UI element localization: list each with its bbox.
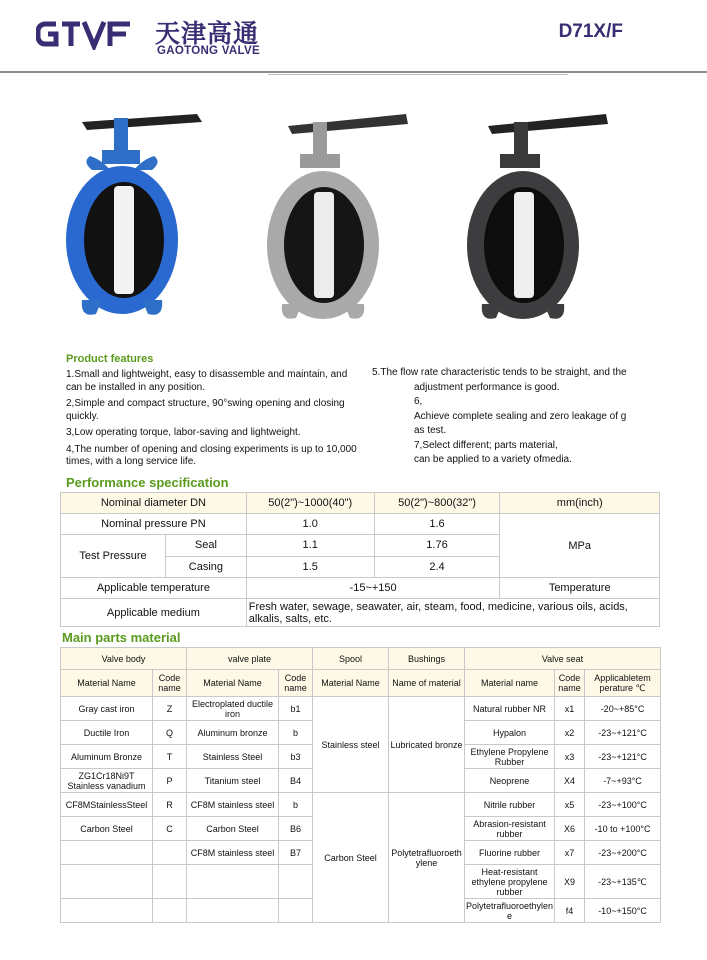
perf-seal-v1: 1.1	[246, 535, 374, 557]
perf-casing-v2: 2.4	[374, 556, 500, 578]
col-plate-material: Material Name	[187, 670, 279, 697]
table-row	[61, 670, 661, 697]
perf-casing-label: Casing	[188, 560, 224, 573]
bushing-ptfe: Polytetrafluoroeth ylene	[389, 793, 465, 923]
table-row	[61, 578, 660, 599]
body-code: Q	[153, 721, 187, 745]
seat-temp: -23~+200°C	[585, 841, 661, 865]
body-material	[61, 865, 153, 899]
feature-5: 5.The flow rate characteristic tends to be straight, and the	[372, 367, 627, 378]
perf-dn-unit: mm(inch)	[500, 493, 660, 514]
plate-material: Stainless Steel	[187, 745, 279, 769]
body-material: ZG1Cr18Ni9T Stainless vanadium	[61, 769, 153, 793]
blue-butterfly-valve-image	[62, 100, 212, 340]
perf-pn-label: Nominal pressure PN	[61, 514, 247, 535]
col-bushing-material: Name of material	[389, 670, 465, 697]
col-seat-code: Code name	[555, 670, 585, 697]
plate-material: CF8M stainless steel	[187, 793, 279, 817]
seat-material: Nitrile rubber	[465, 793, 555, 817]
seat-code: x1	[555, 697, 585, 721]
plate-code: B7	[279, 841, 313, 865]
perf-seal-v2: 1.76	[374, 535, 500, 557]
seat-code: x2	[555, 721, 585, 745]
col-body-code: Code name	[153, 670, 187, 697]
black-butterfly-valve-image	[460, 100, 610, 340]
seat-material: Hypalon	[465, 721, 555, 745]
perf-dn-col1: 50(2")~1000(40")	[246, 493, 374, 514]
body-code: R	[153, 793, 187, 817]
spool-stainless: Stainless steel	[313, 697, 389, 793]
seat-material: Neoprene	[465, 769, 555, 793]
plate-material: Electroplated ductile iron	[187, 697, 279, 721]
body-material	[61, 841, 153, 865]
seat-temp: -23~+100°C	[585, 793, 661, 817]
table-row	[61, 697, 661, 721]
seat-code: x5	[555, 793, 585, 817]
perf-pn-v2: 1.6	[374, 514, 500, 535]
col-seat-material: Material name	[465, 670, 555, 697]
group-spool: Spool	[313, 648, 389, 670]
feature-7-cont: can be applied to a variety ofmedia.	[414, 454, 572, 465]
seat-temp: -23~+121°C	[585, 721, 661, 745]
group-valve-plate: valve plate	[187, 648, 313, 670]
body-material: Aluminum Bronze	[61, 745, 153, 769]
feature-6-cont: as test.	[414, 425, 447, 436]
perf-medium-value: Fresh water, sewage, seawater, air, steam, food, medicine, various oils, acids, alkalis, salts, etc.	[246, 599, 659, 627]
feature-6-text: Achieve complete sealing and zero leakage of g	[414, 410, 627, 422]
perf-pressure-unit: MPa	[500, 514, 660, 578]
body-material	[61, 899, 153, 923]
seat-material: Polytetrafluoroethylen e	[466, 900, 554, 921]
feature-1: 1.Small and lightweight, easy to disassemble and maintain, and can be installed in any position.	[66, 369, 348, 393]
features-left	[66, 369, 366, 473]
col-seat-temp: Applicabletem perature ℃	[585, 670, 661, 697]
model-number: D71X/F	[558, 21, 623, 42]
table-row	[61, 493, 660, 514]
plate-code: b	[279, 793, 313, 817]
body-code: Z	[153, 697, 187, 721]
plate-material: Titanium steel	[187, 769, 279, 793]
product-features-title: Product features	[66, 353, 154, 365]
seat-code: X4	[555, 769, 585, 793]
perf-medium-label: Applicable medium	[61, 599, 247, 627]
plate-code: b3	[279, 745, 313, 769]
seat-material: Fluorine rubber	[465, 841, 555, 865]
gtvf-logo	[36, 18, 136, 50]
spool-carbon: Carbon Steel	[313, 793, 389, 923]
body-code: C	[153, 817, 187, 841]
perf-temp-label: Applicable temperature	[61, 578, 247, 599]
feature-7: 7,Select different; parts material,	[414, 439, 558, 451]
silver-butterfly-valve-image	[258, 100, 408, 340]
feature-3: 3,Low operating torque, labor-saving and lightweight.	[66, 427, 301, 438]
seat-temp: -10 to +100°C	[585, 817, 661, 841]
brand-english: GAOTONG VALVE	[157, 45, 260, 57]
header-subline	[268, 74, 568, 75]
col-spool-material: Material Name	[313, 670, 389, 697]
group-valve-body: Valve body	[61, 648, 187, 670]
seat-material: Natural rubber NR	[465, 697, 555, 721]
plate-code	[279, 899, 313, 923]
features-right	[372, 367, 642, 469]
plate-material	[187, 865, 279, 899]
seat-temp: -23~+121°C	[585, 745, 661, 769]
perf-test-cell	[61, 535, 247, 578]
seat-code: X9	[555, 865, 585, 899]
seat-temp: -10~+150°C	[585, 899, 661, 923]
table-row	[61, 793, 661, 817]
perf-temp-unit: Temperature	[500, 578, 660, 599]
seat-material: Ethylene Propylene Rubber	[465, 745, 555, 769]
perf-dn-label: Nominal diameter DN	[61, 493, 247, 514]
col-body-material: Material Name	[61, 670, 153, 697]
feature-2: 2,Simple and compact structure, 90°swing opening and closing quickly.	[66, 398, 345, 422]
header-divider	[0, 71, 707, 73]
plate-code: B4	[279, 769, 313, 793]
seat-code: x7	[555, 841, 585, 865]
table-row	[61, 514, 660, 535]
group-valve-seat: Valve seat	[465, 648, 661, 670]
plate-code: B6	[279, 817, 313, 841]
seat-code: f4	[555, 899, 585, 923]
performance-title: Performance specification	[66, 475, 229, 490]
body-code	[153, 865, 187, 899]
brand-chinese: 天津高通	[155, 19, 260, 48]
body-code: P	[153, 769, 187, 793]
seat-code: X6	[555, 817, 585, 841]
seat-material: Abrasion-resistant rubber	[465, 817, 555, 841]
parts-table	[60, 647, 661, 923]
body-code: T	[153, 745, 187, 769]
plate-material	[187, 899, 279, 923]
performance-table	[60, 492, 660, 627]
plate-material: CF8M stainless steel	[187, 841, 279, 865]
feature-6: 6,	[414, 396, 423, 407]
body-material: Gray cast iron	[61, 697, 153, 721]
perf-dn-col2: 50(2")~800(32")	[374, 493, 500, 514]
seat-temp: -20~+85°C	[585, 697, 661, 721]
seat-code: x3	[555, 745, 585, 769]
plate-code	[279, 865, 313, 899]
feature-4: 4,The number of opening and closing experiments is up to 10,000 times, with a long service life.	[66, 443, 357, 467]
plate-material: Aluminum bronze	[187, 721, 279, 745]
parts-title: Main parts material	[62, 630, 181, 645]
seat-temp: -7~+93°C	[585, 769, 661, 793]
bushing-bronze: Lubricated bronze	[389, 697, 465, 793]
table-row	[61, 599, 660, 627]
body-code	[153, 841, 187, 865]
perf-test-label: Test Pressure	[61, 535, 166, 577]
plate-code: b1	[279, 697, 313, 721]
body-code	[153, 899, 187, 923]
seat-temp: -23~+135℃	[585, 865, 661, 899]
feature-5-cont: adjustment performance is good.	[414, 381, 560, 393]
perf-temp-value: -15~+150	[246, 578, 500, 599]
seat-material: Heat-resistant ethylene propylene rubber	[465, 865, 555, 899]
table-row	[61, 648, 661, 670]
plate-code: b	[279, 721, 313, 745]
perf-seal-label: Seal	[166, 535, 246, 557]
group-bushings: Bushings	[389, 648, 465, 670]
perf-casing-v1: 1.5	[246, 556, 374, 578]
body-material: Ductile Iron	[61, 721, 153, 745]
plate-material: Carbon Steel	[187, 817, 279, 841]
body-material: Carbon Steel	[61, 817, 153, 841]
perf-pn-v1: 1.0	[246, 514, 374, 535]
body-material: CF8MStainlessSteel	[61, 793, 153, 817]
col-plate-code: Code name	[279, 670, 313, 697]
